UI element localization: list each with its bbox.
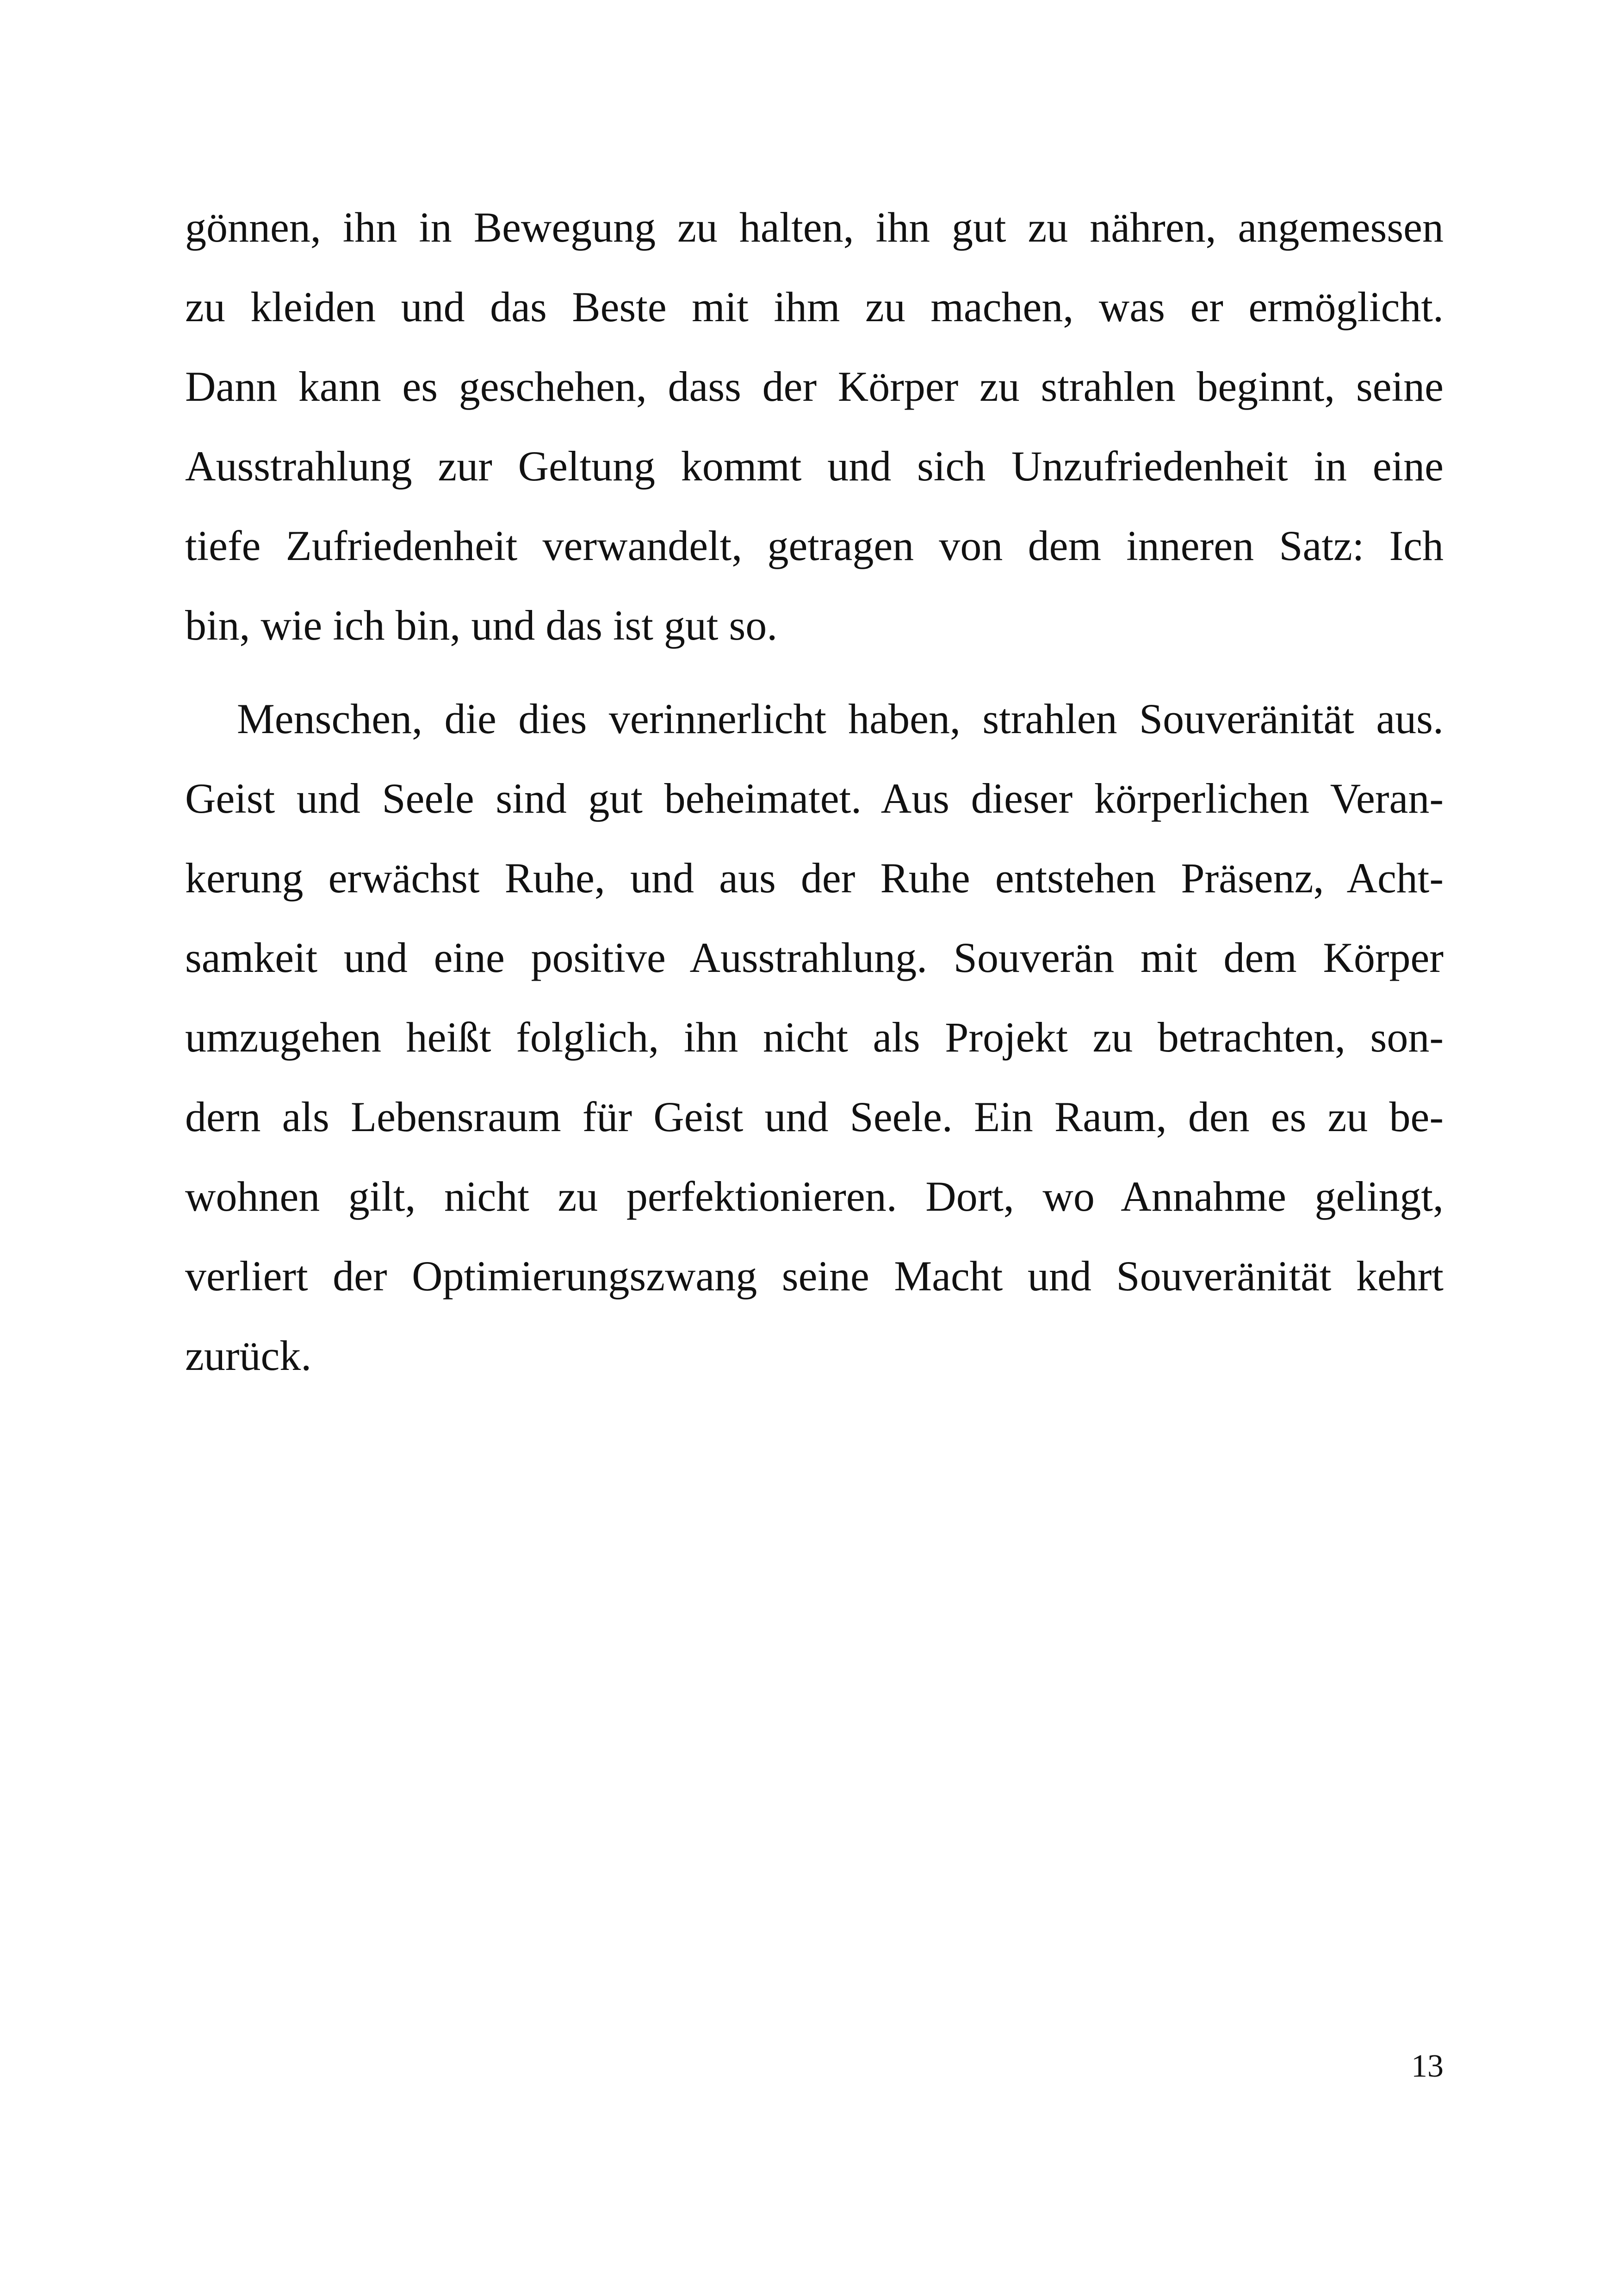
paragraph-gap bbox=[185, 665, 1444, 679]
text-line: samkeit und eine positive Ausstrahlung. Souverän mit dem Körper bbox=[185, 934, 1444, 981]
text-line: tiefe Zufriedenheit verwandelt, getragen von dem inneren Satz: Ich bbox=[185, 522, 1444, 569]
page-number: 13 bbox=[1411, 2048, 1444, 2084]
text-line: zu kleiden und das Beste mit ihm zu machen, was er ermöglicht. bbox=[185, 283, 1444, 330]
body-text bbox=[185, 187, 1444, 1395]
text-line: kerung erwächst Ruhe, und aus der Ruhe entstehen Präsenz, Acht- bbox=[185, 854, 1444, 902]
text-line: umzugehen heißt folglich, ihn nicht als Projekt zu betrachten, son- bbox=[185, 1014, 1444, 1061]
paragraph-1 bbox=[185, 187, 1444, 665]
text-line: Ausstrahlung zur Geltung kommt und sich Unzufriedenheit in eine bbox=[185, 442, 1444, 490]
text-line: dern als Lebensraum für Geist und Seele. Ein Raum, den es zu be- bbox=[185, 1093, 1444, 1140]
text-line: Geist und Seele sind gut beheimatet. Aus dieser körperlichen Veran- bbox=[185, 775, 1444, 822]
text-line: Dann kann es geschehen, dass der Körper zu strahlen beginnt, seine bbox=[185, 363, 1444, 410]
text-line: bin, wie ich bin, und das ist gut so. bbox=[185, 602, 778, 649]
text-line: verliert der Optimierungszwang seine Macht und Souveränität kehrt bbox=[185, 1252, 1444, 1300]
text-line: Menschen, die dies verinnerlicht haben, strahlen Souveränität aus. bbox=[237, 695, 1444, 742]
text-line: gönnen, ihn in Bewegung zu halten, ihn gut zu nähren, angemessen bbox=[185, 204, 1444, 251]
text-line: zurück. bbox=[185, 1332, 312, 1379]
paragraph-2 bbox=[185, 679, 1444, 1395]
text-line: wohnen gilt, nicht zu perfektionieren. Dort, wo Annahme gelingt, bbox=[185, 1173, 1444, 1220]
